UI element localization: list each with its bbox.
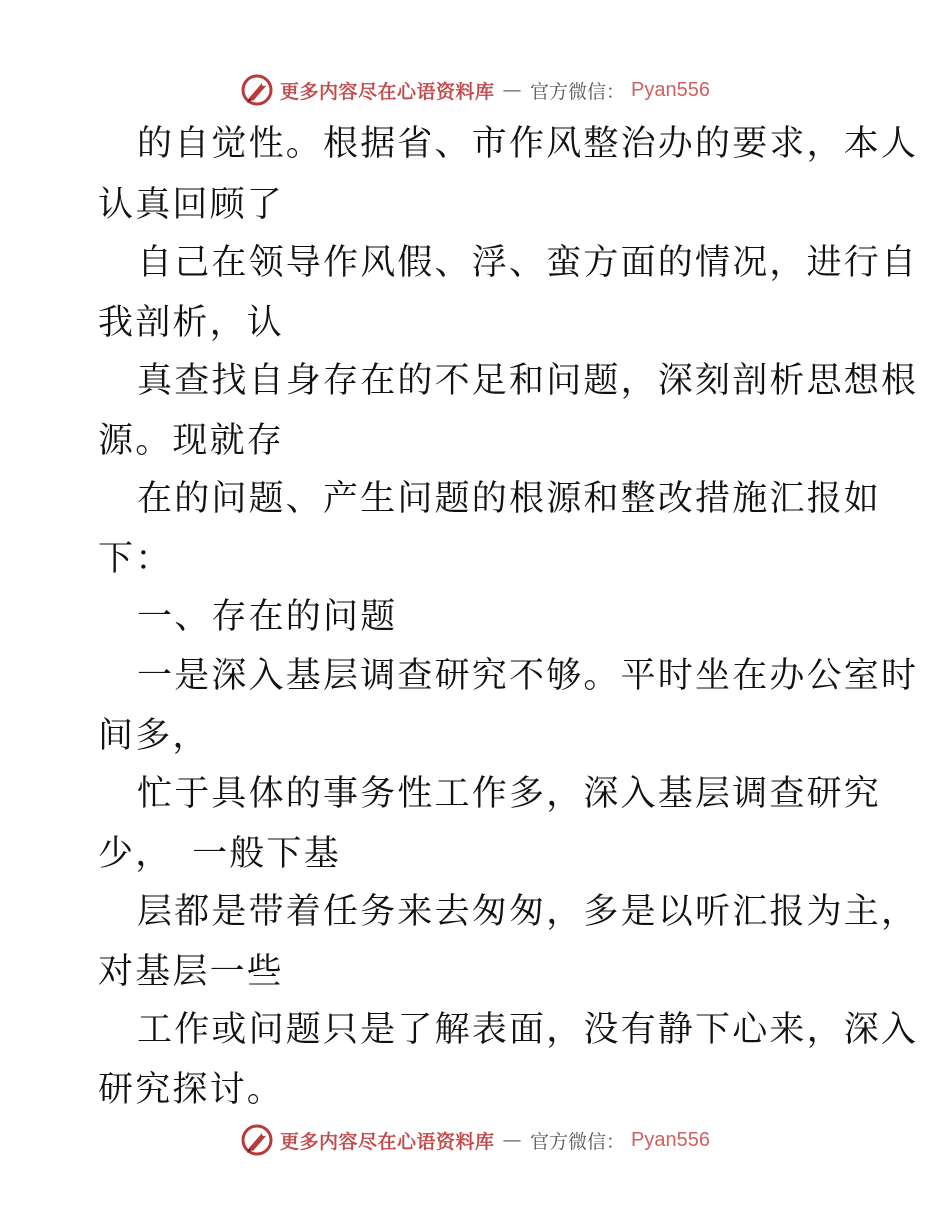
watermark-wechat-id: Pyan556 [631, 78, 710, 101]
watermark-text: 更多内容尽在心语资料库 [280, 1130, 495, 1153]
watermark-separator: — [502, 79, 523, 101]
body-line: 层都是带着任务来去匆匆，多是以听汇报为主， [137, 892, 919, 932]
section-heading: 一、存在的问题 [137, 597, 398, 637]
watermark-separator: — [502, 1129, 523, 1151]
watermark-label: 官方微信： [530, 1130, 626, 1153]
body-line: 研究探讨。 [98, 1070, 285, 1110]
body-line: 的自觉性。根据省、市作风整治办的要求，本人 [137, 124, 919, 164]
body-line: 我剖析，认 [98, 303, 285, 343]
footer-watermark [0, 1120, 950, 1160]
body-line: 一是深入基层调查研究不够。平时坐在办公室时 [137, 656, 919, 696]
pen-logo-icon [240, 1123, 274, 1157]
watermark-text: 更多内容尽在心语资料库 [280, 80, 495, 103]
watermark-group [240, 1123, 710, 1157]
body-line: 真查找自身存在的不足和问题，深刻剖析思想根 [137, 361, 919, 401]
body-line: 忙于具体的事务性工作多，深入基层调查研究 [137, 774, 882, 814]
watermark-label: 官方微信： [530, 80, 626, 103]
watermark-wechat-id: Pyan556 [631, 1128, 710, 1151]
body-line: 工作或问题只是了解表面，没有静下心来，深入 [137, 1010, 919, 1050]
pen-logo-icon [240, 73, 274, 107]
header-watermark [0, 70, 950, 110]
body-line: 源。现就存 [98, 421, 285, 461]
body-line: 少， 一般下基 [98, 834, 341, 874]
body-line: 间多， [98, 716, 210, 756]
body-line: 在的问题、产生问题的根源和整改措施汇报如 [137, 479, 882, 519]
body-line: 下： [98, 539, 173, 579]
body-line: 对基层一些 [98, 952, 285, 992]
watermark-group [240, 73, 710, 107]
body-line: 认真回顾了 [98, 185, 285, 225]
body-line: 自己在领导作风假、浮、蛮方面的情况，进行自 [137, 243, 919, 283]
